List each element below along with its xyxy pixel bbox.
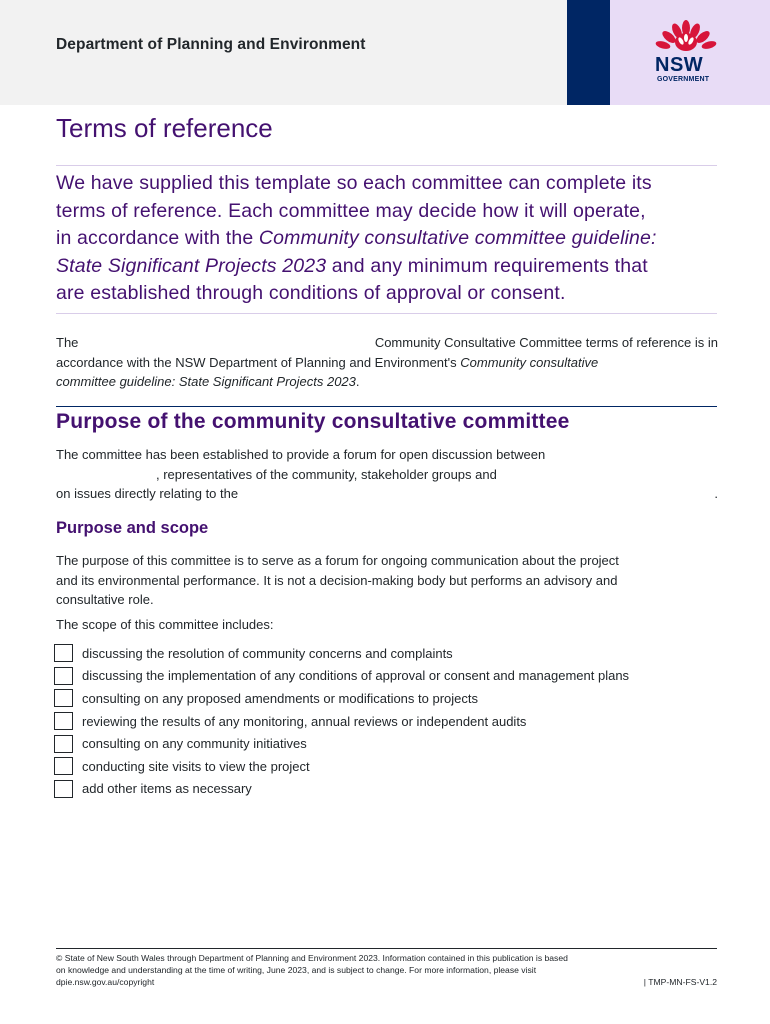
list-item [54,778,629,801]
purpose-paragraph [56,445,718,504]
nsw-government-logo [651,20,721,86]
copyright-text: © State of New South Wales through Department of Planning and Environment 2023. Information contained in this publication is based [56,953,568,963]
scope-heading: Purpose and scope [56,519,209,537]
intro-line: We have supplied this template so each committee can complete its [56,172,652,194]
purpose-heading: Purpose of the community consultative committee [56,406,717,434]
statement-text: accordance with the NSW Department of Planning and Environment's [56,354,461,370]
scope-line: and its environmental performance. It is not a decision-making body but performs an advisory and [56,572,618,588]
guideline-title: State Significant Projects 2023 [56,254,327,277]
statement-paragraph [56,333,718,392]
scope-checkbox[interactable] [54,689,73,707]
intro-callout [56,165,717,314]
scope-item-label: add other items as necessary [82,781,252,797]
intro-line: and any minimum requirements that [326,254,648,277]
scope-checkbox[interactable] [54,735,73,753]
list-item [54,665,629,688]
scope-checkbox[interactable] [54,712,73,730]
statement-the: The [56,335,79,350]
scope-item-label: discussing the resolution of community concerns and complaints [82,645,453,661]
department-name: Department of Planning and Environment [56,36,366,53]
intro-line: in accordance with the [56,227,259,249]
scope-item-label: reviewing the results of any monitoring, annual reviews or independent audits [82,713,527,729]
statement-line [56,372,718,392]
copyright-link[interactable]: dpie.nsw.gov.au/copyright [56,977,155,987]
logo-subtext: GOVERNMENT [657,76,710,83]
list-item [54,710,629,733]
scope-item-label: consulting on any proposed amendments or modifications to projects [82,690,478,706]
intro-line: terms of reference. Each committee may decide how it will operate, [56,199,646,222]
logo-wordmark: NSW [655,54,704,76]
guideline-title: Community consultative [460,354,599,370]
guideline-title: committee guideline: State Significant Projects 2023 [56,374,356,389]
scope-checkbox[interactable] [54,757,73,775]
template-code: | TMP-MN-FS-V1.2 [643,977,717,987]
footer-row [56,976,717,988]
scope-checklist [54,642,629,800]
list-item [54,732,629,755]
page-title: Terms of reference [56,113,273,143]
purpose-text: . [714,486,718,501]
statement-line [56,333,718,353]
intro-line: are established through conditions of approval or consent. [56,282,566,304]
scope-checkbox[interactable] [54,780,73,798]
copyright-text: on knowledge and understanding at the time of writing, June 2023, and is subject to change. For more information, please visit [56,965,537,975]
list-item [54,687,629,710]
statement-line [56,353,718,373]
scope-intro: The scope of this committee includes: [56,617,274,632]
purpose-line [56,484,718,504]
purpose-line: , representatives of the community, stakeholder groups and [156,466,497,482]
page-footer [56,948,717,988]
scope-checkbox[interactable] [54,644,73,662]
scope-checkbox[interactable] [54,667,73,685]
intro-text [56,170,717,308]
waratah-icon [651,20,721,56]
scope-paragraph [56,551,718,610]
header-navy-bar [567,0,610,105]
scope-item-label: consulting on any community initiatives [82,736,307,752]
statement-text: Community Consultative Committee terms of reference is in [374,335,718,350]
scope-line: consultative role. [56,592,154,607]
scope-line: The purpose of this committee is to serve as a forum for ongoing communication about the project [56,553,619,568]
scope-item-label: conducting site visits to view the project [82,758,310,774]
page-header [0,0,770,105]
guideline-title: Community consultative committee guideline: [258,227,657,249]
scope-item-label: discussing the implementation of any conditions of approval or consent and management plans [82,668,630,684]
list-item [54,642,629,665]
purpose-text: on issues directly relating to the [56,486,239,501]
list-item [54,755,629,778]
purpose-line: The committee has been established to provide a forum for open discussion between [56,447,546,462]
statement-text: . [355,374,360,389]
